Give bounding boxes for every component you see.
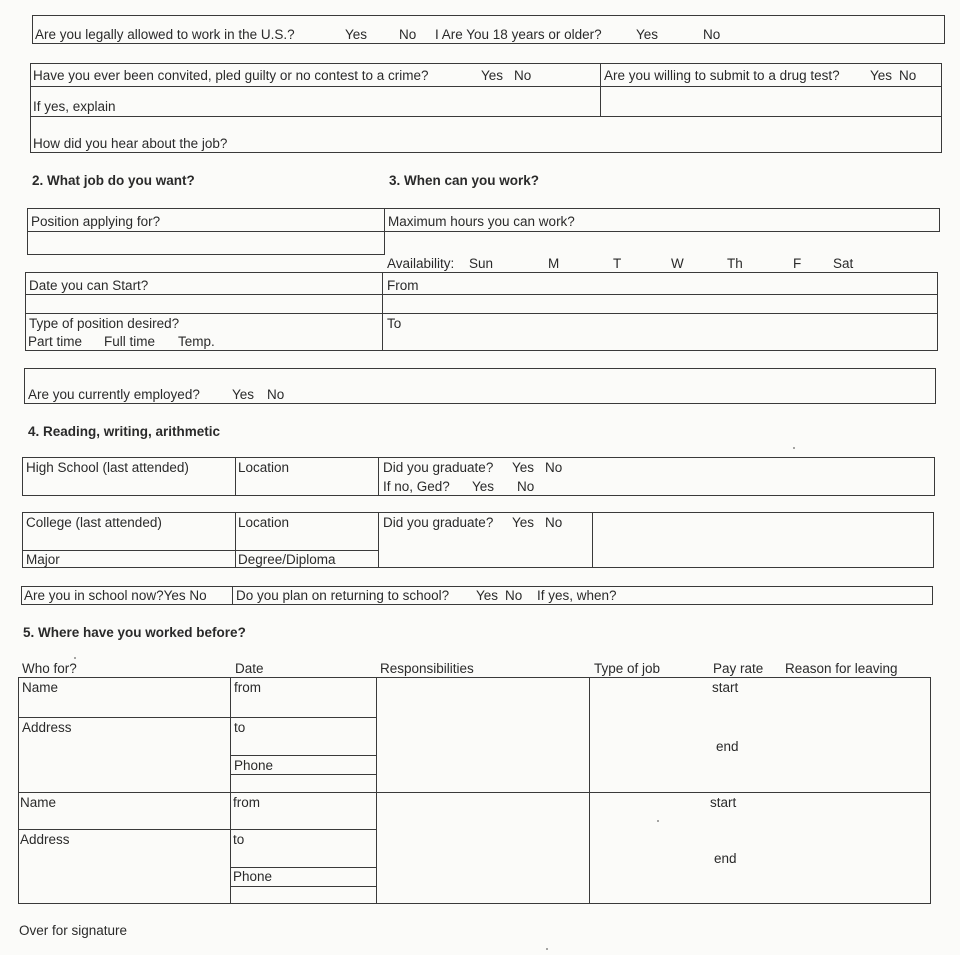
- drug-test-no[interactable]: No: [899, 68, 917, 83]
- ged-question: If no, Ged?: [383, 479, 450, 494]
- hs-location-label: Location: [238, 460, 290, 475]
- returning-question: Do you plan on returning to school?: [236, 588, 450, 603]
- scan-speck: [657, 820, 659, 822]
- day-sat[interactable]: Sat: [833, 256, 854, 271]
- entry1-to-label: to: [234, 720, 246, 735]
- hear-about-job-label: How did you hear about the job?: [33, 136, 228, 151]
- college-graduate-yes[interactable]: Yes: [512, 515, 535, 530]
- in-school-divider: [232, 586, 233, 605]
- entry2-phone-divider: [230, 886, 376, 887]
- hs-divider-1: [235, 457, 236, 496]
- position-type-label: Type of position desired?: [29, 316, 180, 331]
- work-row-separator: [18, 792, 931, 793]
- position-label: Position applying for?: [31, 214, 161, 229]
- entry1-phone-divider: [230, 774, 376, 775]
- background-vertical-divider: [600, 63, 601, 116]
- college-label: College (last attended): [26, 515, 162, 530]
- full-time-option[interactable]: Full time: [104, 334, 156, 349]
- entry2-address-label: Address: [20, 832, 70, 847]
- major-label: Major: [26, 552, 60, 567]
- ged-yes[interactable]: Yes: [472, 479, 495, 494]
- in-school-question: Are you in school now?Yes No: [24, 588, 207, 603]
- conviction-yes[interactable]: Yes: [481, 68, 504, 83]
- position-divider: [27, 231, 385, 232]
- date-start-label: Date you can Start?: [29, 278, 149, 293]
- age-no[interactable]: No: [703, 27, 721, 42]
- employed-question: Are you currently employed?: [28, 387, 200, 402]
- conviction-question: Have you ever been convited, pled guilty or no contest to a crime?: [33, 68, 429, 83]
- col-date: Date: [235, 661, 264, 676]
- entry2-to-divider: [230, 867, 376, 868]
- from-label: From: [387, 278, 419, 293]
- college-divider-1: [235, 512, 236, 568]
- start-vertical-divider: [382, 272, 383, 351]
- entry2-end-label: end: [714, 851, 737, 866]
- hs-graduate-no[interactable]: No: [545, 460, 563, 475]
- entry1-from-label: from: [234, 680, 261, 695]
- age-yes[interactable]: Yes: [636, 27, 659, 42]
- scan-speck: [74, 657, 76, 659]
- entry2-start-label: start: [710, 795, 737, 810]
- college-row-divider: [22, 550, 379, 551]
- legal-work-yes[interactable]: Yes: [345, 27, 368, 42]
- start-schedule-box: [25, 272, 938, 351]
- high-school-label: High School (last attended): [26, 460, 189, 475]
- entry1-start-label: start: [712, 680, 739, 695]
- entry2-to-label: to: [233, 832, 245, 847]
- work-history-table: [18, 677, 931, 904]
- hs-divider-2: [378, 457, 379, 496]
- max-hours-label: Maximum hours you can work?: [388, 214, 575, 229]
- ged-no[interactable]: No: [517, 479, 535, 494]
- day-wed[interactable]: W: [671, 256, 684, 271]
- day-tue[interactable]: T: [613, 256, 622, 271]
- conviction-no[interactable]: No: [514, 68, 532, 83]
- entry1-to-divider: [230, 755, 376, 756]
- start-divider-1: [25, 294, 938, 295]
- returning-when-label: If yes, when?: [537, 588, 617, 603]
- college-graduate-question: Did you graduate?: [383, 515, 494, 530]
- col-pay-rate: Pay rate: [713, 661, 764, 676]
- to-label: To: [387, 316, 402, 331]
- entry1-end-label: end: [716, 739, 739, 754]
- age-question: I Are You 18 years or older?: [435, 27, 602, 42]
- start-divider-2: [25, 313, 938, 314]
- entry2-name-divider: [18, 829, 376, 830]
- entry2-from-label: from: [233, 795, 260, 810]
- legal-work-no[interactable]: No: [399, 27, 417, 42]
- section-3-heading: 3. When can you work?: [389, 173, 540, 188]
- work-col-divider-1: [230, 677, 231, 904]
- entry1-name-divider: [18, 717, 376, 718]
- college-location-label: Location: [238, 515, 290, 530]
- hs-graduate-yes[interactable]: Yes: [512, 460, 535, 475]
- temp-option[interactable]: Temp.: [178, 334, 215, 349]
- entry1-address-label: Address: [22, 720, 72, 735]
- drug-test-yes[interactable]: Yes: [870, 68, 893, 83]
- entry1-name-label: Name: [22, 680, 59, 695]
- col-responsibilities: Responsibilities: [380, 661, 474, 676]
- legal-work-question: Are you legally allowed to work in the U.S.?: [35, 27, 295, 42]
- background-divider-2: [30, 116, 942, 117]
- hs-graduate-question: Did you graduate?: [383, 460, 494, 475]
- col-type-of-job: Type of job: [594, 661, 661, 676]
- col-who-for: Who for?: [22, 661, 77, 676]
- section-2-heading: 2. What job do you want?: [32, 173, 195, 188]
- footer-note: Over for signature: [19, 923, 128, 938]
- background-divider-1: [30, 86, 942, 87]
- college-divider-3: [592, 512, 593, 568]
- returning-no[interactable]: No: [505, 588, 523, 603]
- college-divider-2: [378, 512, 379, 568]
- day-sun[interactable]: Sun: [469, 256, 494, 271]
- work-col-divider-2: [376, 677, 377, 904]
- degree-label: Degree/Diploma: [238, 552, 336, 567]
- drug-test-question: Are you willing to submit to a drug test?: [604, 68, 840, 83]
- col-reason: Reason for leaving: [785, 661, 898, 676]
- day-thu[interactable]: Th: [727, 256, 743, 271]
- entry2-phone-label: Phone: [233, 869, 273, 884]
- scan-speck: [793, 447, 795, 449]
- employed-yes[interactable]: Yes: [232, 387, 255, 402]
- day-fri[interactable]: F: [793, 256, 802, 271]
- section-4-heading: 4. Reading, writing, arithmetic: [28, 424, 221, 439]
- college-graduate-no[interactable]: No: [545, 515, 563, 530]
- part-time-option[interactable]: Part time: [28, 334, 83, 349]
- entry1-phone-label: Phone: [234, 758, 274, 773]
- entry2-name-label: Name: [20, 795, 57, 810]
- work-col-divider-3: [589, 677, 590, 904]
- returning-yes[interactable]: Yes: [476, 588, 499, 603]
- section-5-heading: 5. Where have you worked before?: [23, 625, 246, 640]
- scan-speck: [546, 948, 548, 950]
- employed-no[interactable]: No: [267, 387, 285, 402]
- day-mon[interactable]: M: [548, 256, 560, 271]
- conviction-explain-label: If yes, explain: [33, 99, 116, 114]
- availability-label: Availability:: [387, 256, 455, 271]
